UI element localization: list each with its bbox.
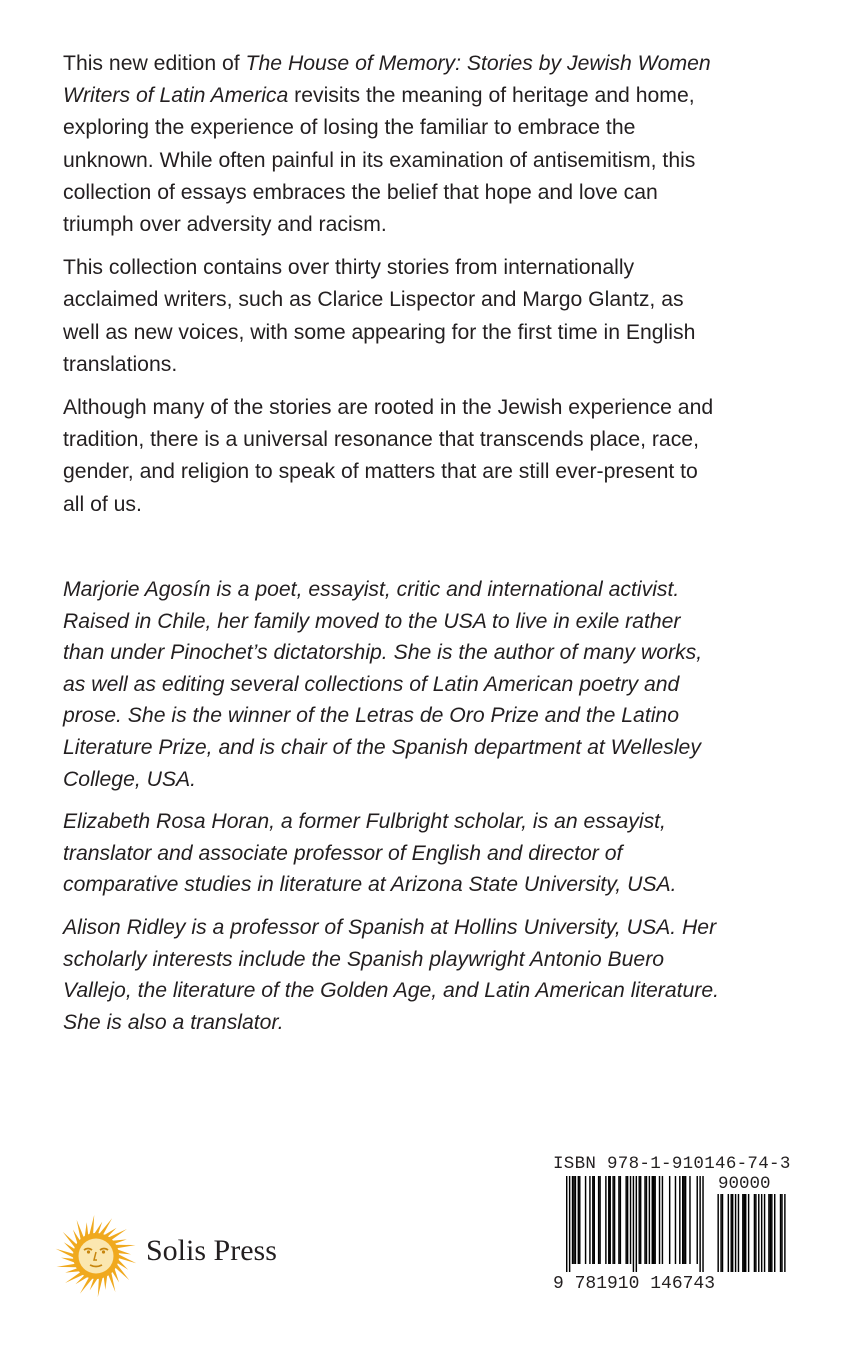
addon-barcode-bar [720,1194,721,1272]
barcode-bar [669,1176,670,1264]
barcode-bar [579,1176,580,1264]
barcode-bar [683,1176,684,1264]
barcode-bar [702,1176,703,1272]
bio-elizabeth-rosa-horan: Elizabeth Rosa Horan, a former Fulbright scholar, is an essayist, translator and associate professor of English and director of comparative studies in literature at Arizona State University, USA. [63,810,677,897]
barcode-bar [639,1176,640,1264]
addon-barcode-bar [745,1194,746,1272]
barcode-bar [630,1176,631,1264]
barcode-bar [675,1176,676,1264]
barcode-bar [592,1176,593,1264]
isbn-barcode [548,1152,798,1302]
barcode-bar [633,1176,634,1272]
ean13-barcode [566,1176,708,1272]
barcode-bar [589,1176,590,1264]
barcode-bar [685,1176,686,1264]
addon-barcode-bar [768,1194,769,1272]
back-cover-blurb [63,48,723,532]
blurb-paragraph-2: This collection contains over thirty stories from internationally acclaimed writers, such as Clarice Lispector and Margo Glantz, as well as new voices, with some appearing for the first time in English translations. [63,256,696,376]
barcode-bar [649,1176,650,1264]
barcode-bar [598,1176,599,1264]
barcode-bar [608,1176,609,1264]
barcode-bar [662,1176,663,1264]
barcode-bar [575,1176,576,1264]
barcode-bar [644,1176,645,1264]
addon-barcode-bar [755,1194,756,1272]
addon-barcode-bar [758,1194,759,1272]
barcode-bar [585,1176,586,1264]
addon-barcode-bar [771,1194,772,1272]
addon-barcode-bar [735,1194,736,1272]
barcode-bar [652,1176,653,1264]
barcode-bar [699,1176,700,1272]
addon-barcode-bar [764,1194,765,1272]
barcode-bar [646,1176,647,1264]
addon-barcode-bar [780,1194,781,1272]
barcode-bar [640,1176,641,1264]
barcode-bar [679,1176,680,1264]
barcode-bar [569,1176,570,1272]
barcode-bar [618,1176,619,1264]
blurb-paragraph-1: This new edition of The House of Memory: Stories by Jewish Women Writers of Latin America revisits the meaning of heritage and home, exploring the experience of losing the familiar to embrace the unknown. While often painful in its examination of antisemitism, this collection of essays embraces the belief that hope and love can triumph over adversity and racism. [63,52,711,237]
barcode-digits: 9 781910 146743 [553,1274,716,1294]
addon-barcode-bar [774,1194,775,1272]
barcode-bar [612,1176,613,1264]
barcode-bar [614,1176,615,1264]
barcode-bar [682,1176,683,1264]
book-title: The House of Memory: Stories by Jewish Women Writers of Latin America [63,52,711,108]
price-addon-digits: 90000 [718,1174,771,1194]
barcode-bar [566,1176,567,1272]
addon-barcode-bar [742,1194,743,1272]
barcode-bar [578,1176,579,1264]
addon-barcode-bar [722,1194,723,1272]
barcode-bar [689,1176,690,1264]
addon-barcode-bar [717,1194,718,1272]
addon-barcode-bar [732,1194,733,1272]
addon-barcode-bar [728,1194,729,1272]
author-bios [63,574,723,1049]
publisher-name: Solis Press [146,1234,277,1267]
barcode-bar [625,1176,626,1264]
barcode-bar [573,1176,574,1264]
addon-barcode-bar [738,1194,739,1272]
addon-barcode-bar [784,1194,785,1272]
sun-face-icon [54,1214,138,1298]
barcode-bar [627,1176,628,1264]
addon-barcode-bar [744,1194,745,1272]
barcode-bar [594,1176,595,1264]
barcode-bar [572,1176,573,1264]
addon-barcode-bar [781,1194,782,1272]
bio-marjorie-agosin: Marjorie Agosín is a poet, essayist, critic and international activist. Raised in Chile, her family moved to the USA to live in exile rather than under Pinochet’s dictatorship. She is the author of many works, as well as editing several collections of Latin American poetry and prose. She is the winner of the Letras de Oro Prize and the Latino Literature Prize, and is chair of the Spanish department at Wellesley College, USA. [63,578,703,791]
barcode-bar [605,1176,606,1264]
barcode-bar [636,1176,637,1272]
barcode-bar [620,1176,621,1264]
isbn-label: ISBN 978-1-910146-74-3 [553,1154,791,1174]
barcode-bar [697,1176,698,1264]
barcode-bar [653,1176,654,1264]
barcode-bar [654,1176,655,1264]
addon-barcode-bar [761,1194,762,1272]
addon-barcode-bar [748,1194,749,1272]
bio-alison-ridley: Alison Ridley is a professor of Spanish at Hollins University, USA. Her scholarly interests include the Spanish playwright Antonio Buero Vallejo, the literature of the Golden Age, and Latin American literature. She is also a translator. [63,915,720,1034]
barcode-bar [599,1176,600,1264]
publisher-logo [54,1214,314,1298]
barcode-bar [659,1176,660,1264]
addon-barcode [716,1194,796,1272]
addon-barcode-bar [754,1194,755,1272]
addon-barcode-bar [770,1194,771,1272]
barcode-bar [610,1176,611,1264]
blurb-paragraph-3: Although many of the stories are rooted in the Jewish experience and tradition, there is a universal resonance that transcends place, race, gender, and religion to speak of matters that are still ever-present to all of us. [63,396,714,516]
addon-barcode-bar [731,1194,732,1272]
